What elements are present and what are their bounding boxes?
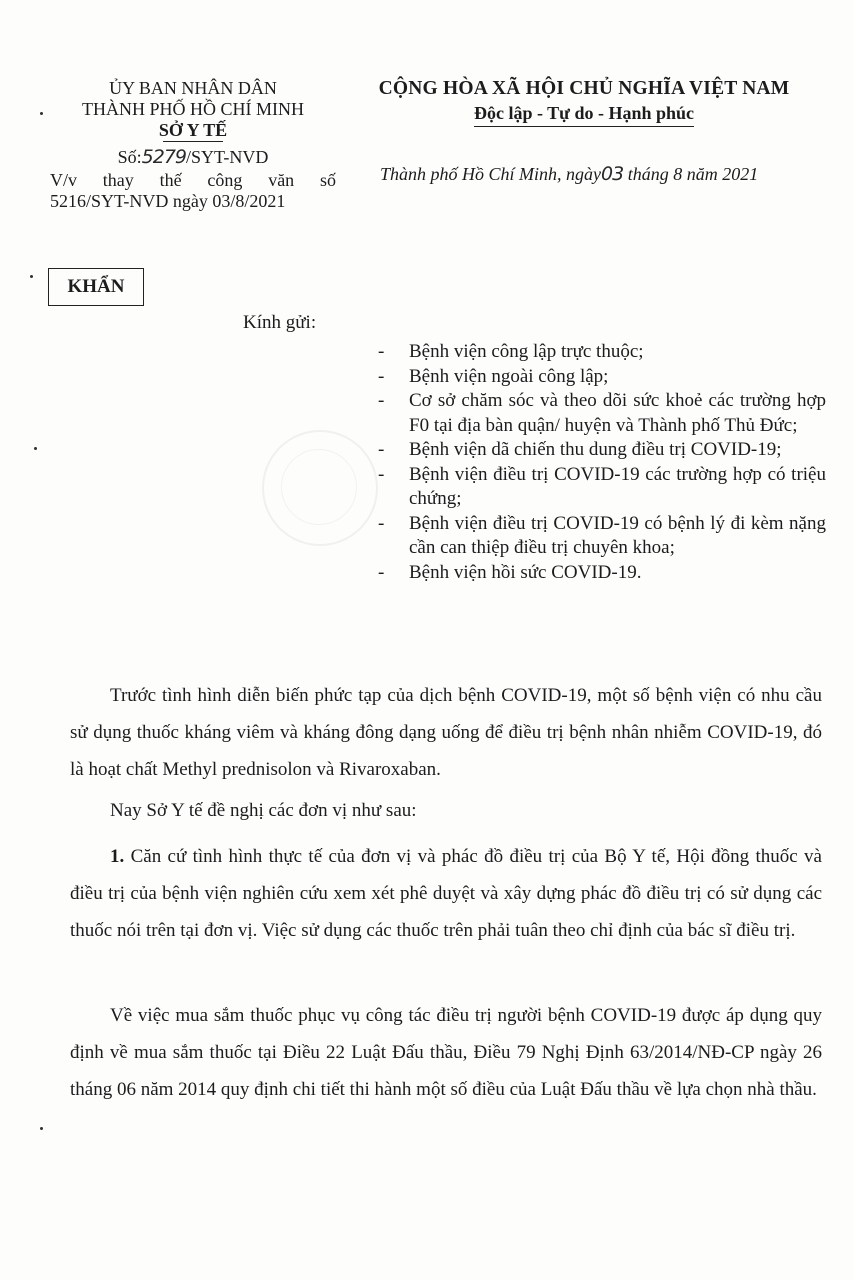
greeting: Kính gửi:: [243, 312, 317, 333]
national-header: [372, 78, 796, 127]
authority-underline: [163, 141, 223, 142]
recipient-text: Bệnh viện công lập trực thuộc;: [409, 341, 644, 362]
authority-line-1: ỦY BAN NHÂN DÂN: [109, 78, 277, 98]
scan-speck: [40, 1127, 43, 1130]
document-number-suffix: /SYT-NVD: [186, 147, 269, 167]
subject-word: văn: [268, 170, 295, 190]
paragraph-text: Căn cứ tình hình thực tế của đơn vị và phác đồ điều trị của Bộ Y tế, Hội đồng thuốc và điều trị của bệnh viện nghiên cứu xem xét phê duyệt và xây dựng phác đồ điều trị có sử dụng các thuốc nói trên tại đơn vị. Việc sử dụng các thuốc trên phải tuân theo chỉ định của bác sĩ điều trị.: [70, 846, 822, 941]
bullet-dash: -: [378, 365, 385, 387]
bullet-dash: -: [378, 341, 385, 362]
subject-word: công: [207, 170, 243, 190]
scan-speck: [30, 275, 33, 278]
list-item: [378, 561, 826, 586]
date-suffix: tháng 8 năm 2021: [623, 164, 759, 184]
subject-word: thay: [102, 170, 134, 190]
recipient-text: Cơ sở chăm sóc và theo dõi sức khoẻ các trường hợp F0 tại địa bàn quận/ huyện và Thành phố Thủ Đức;: [409, 390, 826, 436]
issuing-authority-block: [50, 78, 336, 212]
date-prefix: Thành phố Hồ Chí Minh, ngày: [380, 164, 602, 184]
paragraph-text: Nay Sở Y tế đề nghị các đơn vị như sau:: [110, 800, 417, 821]
subject-word: V/v: [50, 170, 77, 190]
bullet-dash: -: [378, 463, 385, 485]
scan-speck: [40, 112, 43, 115]
scan-speck: [34, 447, 37, 450]
faint-stamp-inner-ring: [281, 449, 357, 525]
national-motto: Độc lập - Tự do - Hạnh phúc: [474, 103, 694, 127]
recipient-list: [378, 340, 826, 585]
document-number-label: Số:: [117, 147, 142, 167]
body-paragraph-2: [70, 792, 822, 829]
recipient-text: Bệnh viện dã chiến thu dung điều trị COVID-19;: [409, 439, 782, 460]
recipient-text: Bệnh viện điều trị COVID-19 các trường hợp có triệu chứng;: [409, 463, 826, 509]
authority-line-3: SỞ Y TẾ: [158, 120, 228, 140]
paragraph-text: Về việc mua sắm thuốc phục vụ công tác điều trị người bệnh COVID-19 được áp dụng quy định về mua sắm thuốc tại Điều 22 Luật Đấu thầu, Điều 79 Nghị Định 63/2014/NĐ-CP ngày 26 tháng 06 năm 2014 quy định chi tiết thi hành một số điều của Luật Đấu thầu về lựa chọn nhà thầu.: [70, 1005, 822, 1100]
subject-line-2: 5216/SYT-NVD ngày 03/8/2021: [50, 191, 286, 211]
paragraph-text: Trước tình hình diễn biến phức tạp của dịch bệnh COVID-19, một số bệnh viện có nhu cầu sử dụng thuốc kháng viêm và kháng đông dạng uống để điều trị bệnh nhân nhiễm COVID-19, đó là hoạt chất Methyl prednisolon và Rivaroxaban.: [70, 685, 822, 780]
list-item: [378, 389, 826, 438]
body-paragraph-1: [70, 677, 822, 788]
subject-line-1: [50, 170, 336, 191]
list-item: [378, 365, 826, 390]
subject-word: số: [319, 170, 336, 190]
bullet-dash: -: [378, 390, 385, 411]
paragraph-content: [70, 838, 822, 949]
list-item: [378, 512, 826, 561]
document-number-handwritten: 5279: [141, 146, 186, 168]
national-title: CỘNG HÒA XÃ HỘI CHỦ NGHĨA VIỆT NAM: [378, 78, 790, 99]
recipient-text: Bệnh viện hồi sức COVID-19.: [409, 561, 642, 583]
document-number: [50, 147, 336, 168]
place-and-date: [380, 163, 758, 185]
date-day-handwritten: 03: [601, 163, 624, 185]
bullet-dash: -: [378, 561, 385, 583]
list-item: [378, 438, 826, 463]
subject-word: thế: [159, 170, 182, 190]
bullet-dash: -: [378, 439, 385, 460]
body-paragraph-3: [70, 838, 822, 949]
list-item: [378, 340, 826, 365]
body-paragraph-4: [70, 997, 822, 1108]
recipient-text: Bệnh viện ngoài công lập;: [409, 365, 609, 387]
urgency-box: KHẨN: [48, 268, 144, 306]
item-number: 1.: [110, 846, 125, 867]
bullet-dash: -: [378, 512, 385, 534]
recipient-text: Bệnh viện điều trị COVID-19 có bệnh lý đi kèm nặng cần can thiệp điều trị chuyên khoa;: [409, 512, 826, 558]
authority-line-2: THÀNH PHỐ HỒ CHÍ MINH: [82, 99, 304, 119]
list-item: [378, 463, 826, 512]
